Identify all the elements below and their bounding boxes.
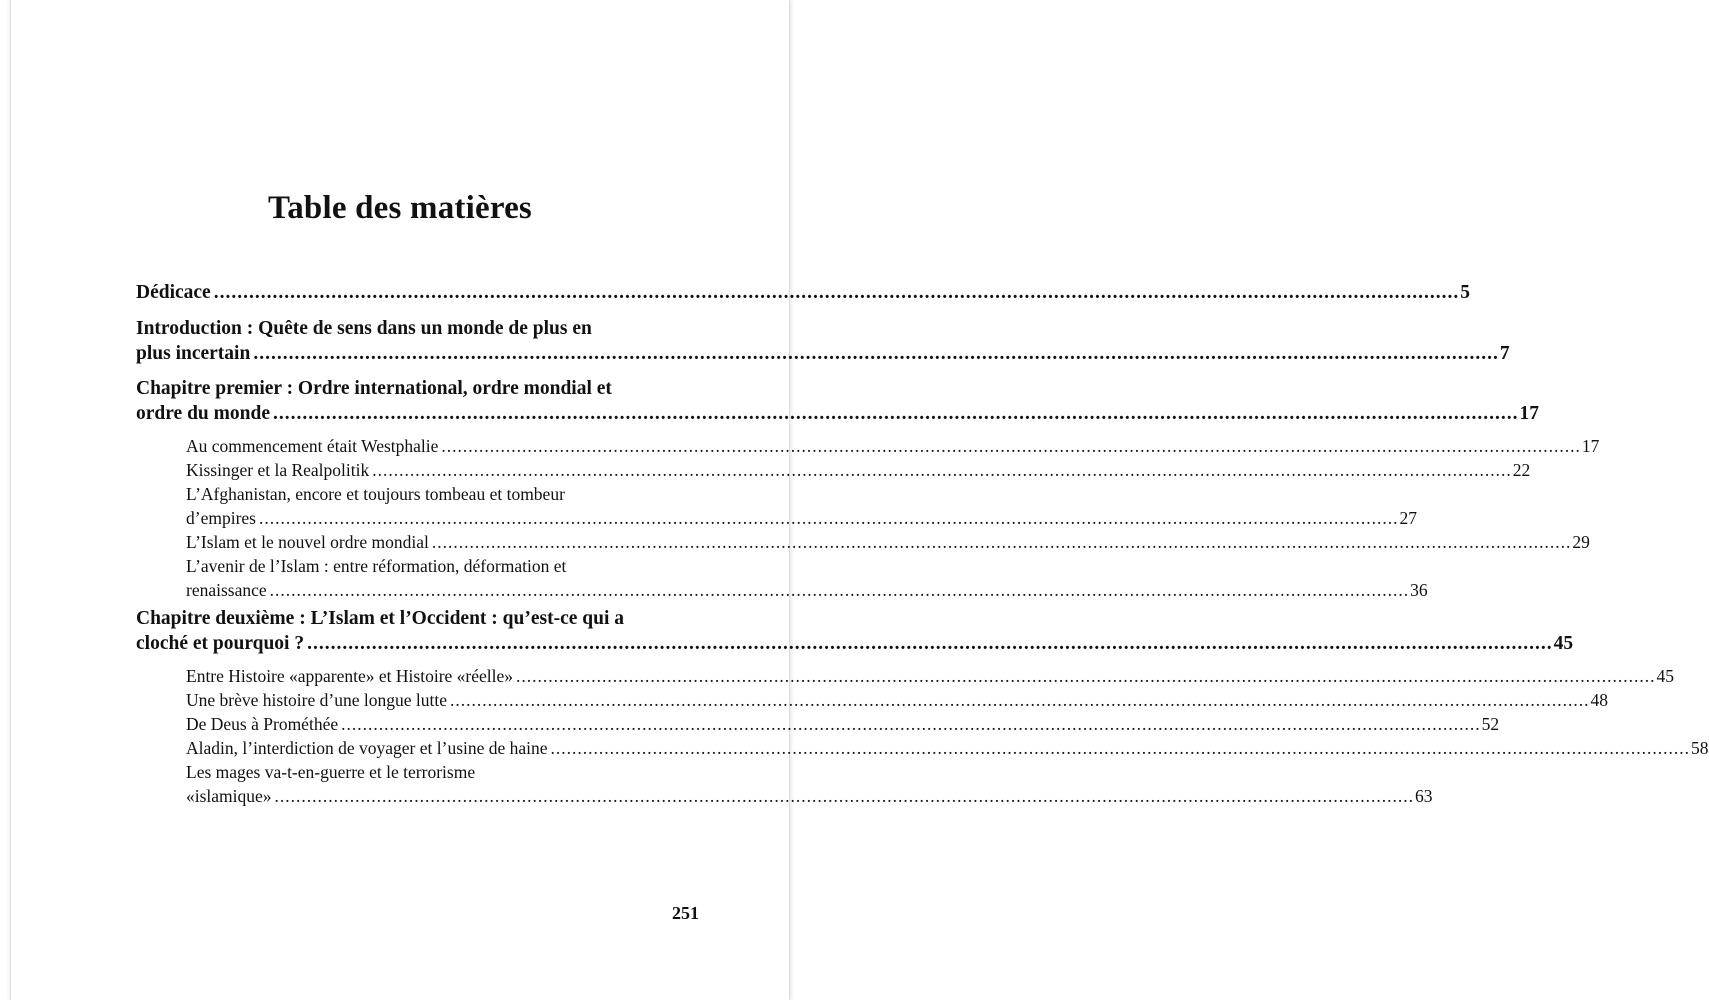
toc-entry-title: d’empires xyxy=(186,508,256,528)
toc-entry-title-line: L’Afghanistan, encore et toujours tombeau et tombeur xyxy=(186,484,565,504)
toc-entry-title: Dédicace xyxy=(136,282,211,303)
dot-leader: .................................................................................................................................................................................................................... xyxy=(341,714,1481,734)
toc-entry-title: L’Islam et le nouvel ordre mondial xyxy=(186,532,429,552)
toc-page-number: 45 xyxy=(1553,633,1574,654)
toc-page-number: 17 xyxy=(1581,436,1600,456)
toc-entry-title: cloché et pourquoi ? xyxy=(136,633,305,654)
dot-leader: .................................................................................................................................................................................................................... xyxy=(550,738,1691,758)
toc-page-number: 63 xyxy=(1415,786,1433,806)
toc-page-number: 5 xyxy=(1460,282,1470,303)
page-title: Table des matières xyxy=(268,190,532,226)
toc-page-number: 52 xyxy=(1481,714,1500,734)
toc-page-number: 36 xyxy=(1410,580,1428,600)
toc-page-number: 22 xyxy=(1512,460,1531,480)
dot-leader: .................................................................................................................................................................................................................... xyxy=(213,282,1460,303)
dot-leader: .................................................................................................................................................................................................................... xyxy=(449,690,1590,710)
toc-entry-title: Au commencement était Westphalie xyxy=(186,436,439,456)
toc-page-number: 27 xyxy=(1399,508,1417,528)
toc-entry-title-line: Chapitre deuxième : L’Islam et l’Occident : qu’est-ce qui a xyxy=(136,608,624,629)
toc-entry-title: Aladin, l’interdiction de voyager et l’usine de haine xyxy=(186,738,548,758)
toc-entry-title-line: Introduction : Quête de sens dans un monde de plus en xyxy=(136,318,592,339)
toc-page-number: 29 xyxy=(1572,532,1590,552)
dot-leader: .................................................................................................................................................................................................................... xyxy=(253,343,1499,364)
toc-page-number: 48 xyxy=(1590,690,1608,710)
dot-leader: .................................................................................................................................................................................................................... xyxy=(372,460,1512,480)
dot-leader: .................................................................................................................................................................................................................... xyxy=(441,436,1581,456)
page-number: 251 xyxy=(672,903,699,923)
toc-entry-title-line: Chapitre premier : Ordre international, ordre mondial et xyxy=(136,378,612,399)
toc-entry-title-line: Les mages va-t-en-guerre et le terrorisme xyxy=(186,762,476,782)
dot-leader: .................................................................................................................................................................................................................... xyxy=(273,403,1519,424)
toc-entry-title: De Deus à Prométhée xyxy=(186,714,339,734)
dot-leader: .................................................................................................................................................................................................................... xyxy=(258,508,1399,528)
dot-leader: .................................................................................................................................................................................................................... xyxy=(274,786,1415,806)
dot-leader: .................................................................................................................................................................................................................... xyxy=(269,580,1410,600)
toc-entry-title: renaissance xyxy=(186,580,267,600)
toc-page-number: 58 xyxy=(1691,738,1709,758)
toc-entry-title: Une brève histoire d’une longue lutte xyxy=(186,690,447,710)
dot-leader: .................................................................................................................................................................................................................... xyxy=(516,666,1656,686)
toc-entry-title: Entre Histoire «apparente» et Histoire «réelle» xyxy=(186,666,514,686)
dot-leader: .................................................................................................................................................................................................................... xyxy=(431,532,1572,552)
toc-page-number: 45 xyxy=(1656,666,1675,686)
toc-entry-title-line: L’avenir de l’Islam : entre réformation, déformation et xyxy=(186,556,567,576)
toc-entry-title: «islamique» xyxy=(186,786,272,806)
toc-entry-title: Kissinger et la Realpolitik xyxy=(186,460,370,480)
toc-page-number: 17 xyxy=(1519,403,1539,424)
toc-entry-title: plus incertain xyxy=(136,343,251,364)
toc-entry-title: ordre du monde xyxy=(136,403,270,424)
toc-page-number: 7 xyxy=(1499,343,1510,364)
dot-leader: .................................................................................................................................................................................................................... xyxy=(307,633,1553,654)
